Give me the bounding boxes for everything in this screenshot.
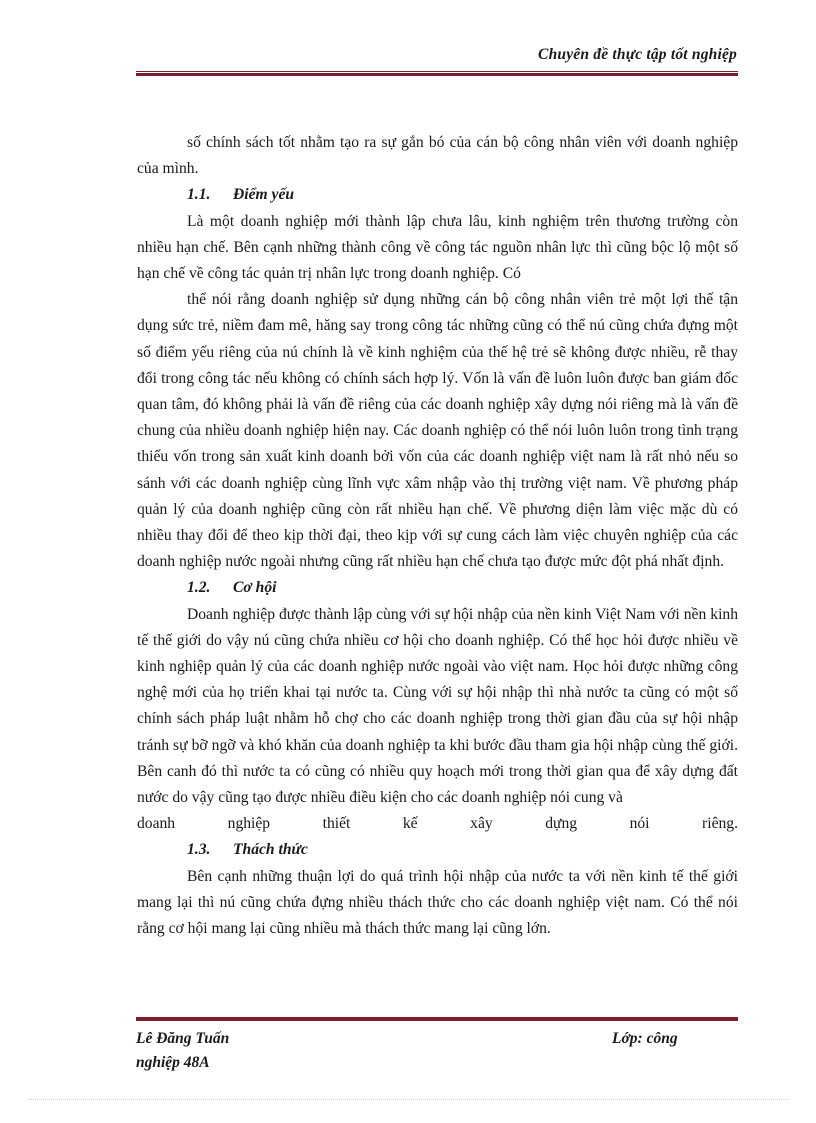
section-title: Thách thức — [233, 841, 308, 859]
paragraph: thể nói rằng doanh nghiệp sử dụng những cán bộ công nhân viên trẻ một lợi thế tận dụng sức trẻ, niềm đam mê, hăng say trong công tác những cũng có thể nú cũng chứa đựng một số điểm yếu riêng của nú chính là về kinh nghiệm của thế hệ trẻ sẽ không được nhiều, rễ thay đổi trong công tác nếu không có chính sách hợp lý. Vốn là vấn đề luôn luôn được ban giám đốc quan tâm, đó không phải là vấn đề riêng của các doanh nghiệp xây dựng nói riêng mà là vấn đề chung của nhiều doanh nghiệp hiện nay. Các doanh nghiệp có thể nói luôn luôn trong tình trạng thiếu vốn trong sản xuất kinh doanh bởi vốn của các doanh nghiệp việt nam là rất nhỏ nếu so sánh với các doanh nghiệp cùng lĩnh vực xâm nhập vào thị trường việt nam. Về phương pháp quản lý của doanh nghiệp cũng còn rất nhiều hạn chế. Về phương diện làm việc mặc dù có nhiều thay đổi để theo kịp thời đại, theo kịp với sự cung cách làm việc chuyên nghiệp của các doanh nghiệp nước ngoài nhưng cũng rất nhiều hạn chế chưa tạo được mức đột phá nhất định. — [137, 291, 738, 571]
paragraph: Bên cạnh những thuận lợi do quá trình hội nhập của nước ta với nền kinh tế thế giới mang lại thì nú cũng chứa đựng nhiều thách thức cho các doanh nghiệp việt nam. Có thể nói rằng cơ hội mang lại cũng nhiều mà thách thức mang lại cũng lớn. — [137, 867, 738, 938]
section-number: 1.2. — [187, 579, 211, 597]
page-bottom-dotted-border — [28, 1099, 788, 1100]
paragraph: Là một doanh nghiệp mới thành lập chưa lâu, kinh nghiệm trên thương trường còn nhiều hạn chế. Bên cạnh những thành công về công tác nguồn nhân lực thì cũng bộc lộ một số hạn chế về công tác quản trị nhân lực trong doanh nghiệp. Có — [137, 212, 738, 283]
section-heading-opportunities — [137, 575, 738, 601]
section-title: Điểm yếu — [233, 186, 295, 204]
section-heading-weaknesses — [137, 182, 738, 208]
section-title: Cơ hội — [233, 579, 277, 597]
section-heading-challenges — [137, 837, 738, 863]
section-number: 1.3. — [187, 841, 211, 859]
header-divider — [136, 71, 738, 76]
document-body — [137, 130, 738, 942]
footer-divider — [136, 1016, 738, 1021]
paragraph: Doanh nghiệp được thành lập cùng với sự hội nhập của nền kinh Việt Nam với nền kinh tế thế giới do vậy nú cũng chứa nhiều cơ hội cho doanh nghiệp. Có thể học hỏi được nhiều về kinh nghiệp quản lý của các doanh nghiệp nước ngoài vào việt nam. Học hỏi được những công nghệ mới của họ triển khai tại nước ta. Cùng với sự hội nhập thì nhà nước ta cũng có một số chính sách pháp luật nhằm hỗ chợ cho các doanh nghiệp trong thời gian đầu của sự hội nhập tránh sự bỡ ngỡ và khó khăn của doanh nghiệp ta khi bước đầu tham gia hội nhập cùng thế giới. Bên canh đó thì nước ta có cũng có nhiều quy hoạch mới trong thời gian qua để xây dựng đất nước do vậy cũng tạo được nhiều điều kiện cho các doanh nghiệp nói cung và — [137, 605, 738, 807]
section-number: 1.1. — [187, 186, 211, 204]
paragraph-last-line: doanh nghiệp thiết kế xây dựng nói riêng. — [137, 815, 738, 833]
footer-class-continued: nghiệp 48A — [136, 1054, 210, 1071]
footer-class: Lớp: công — [612, 1030, 678, 1047]
paragraph: số chính sách tốt nhằm tạo ra sự gắn bó của cán bộ công nhân viên với doanh nghiệp của mình. — [137, 134, 738, 178]
footer-author: Lê Đăng Tuấn — [136, 1030, 230, 1047]
page-header-title: Chuyên đề thực tập tốt nghiệp — [538, 46, 737, 63]
